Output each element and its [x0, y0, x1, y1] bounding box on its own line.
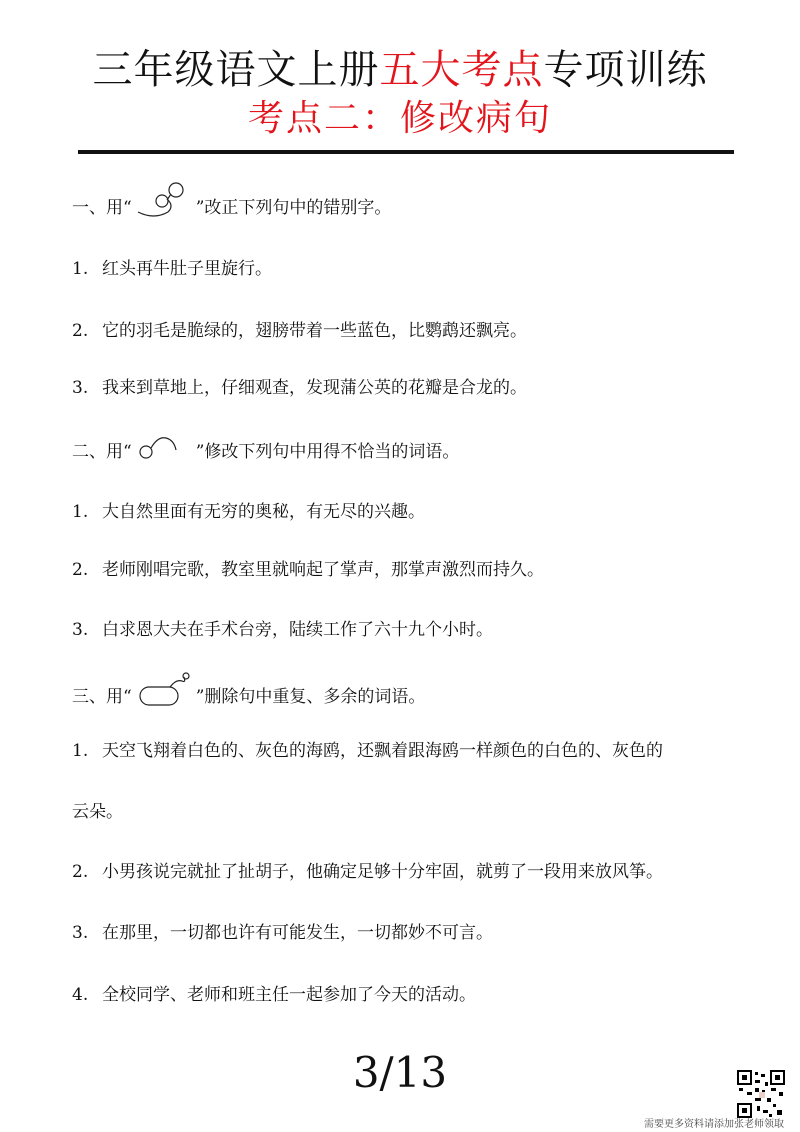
footer-note: 需要更多资料请添加张老师领取: [644, 1119, 784, 1130]
correction-mark-icon: [134, 188, 194, 218]
header-divider: [78, 150, 734, 154]
list-item: 2. 老师刚唱完歌，教室里就响起了掌声，那掌声激烈而持久。: [72, 560, 544, 580]
replace-mark-icon: [134, 432, 194, 462]
page-title: [0, 38, 800, 95]
list-item: 2. 小男孩说完就扯了扯胡子，他确定足够十分牢固，就剪了一段用来放风筝。: [72, 862, 663, 882]
page-subtitle: 考点二：修改病句: [247, 98, 552, 139]
title-highlight: 五大考点: [379, 47, 544, 93]
section-3-heading: 三、用“ ”删除句中重复、多余的词语。: [72, 677, 425, 707]
list-item: 1. 大自然里面有无穷的奥秘，有无尽的兴趣。: [72, 502, 425, 522]
list-item: 3. 我来到草地上，仔细观查，发现蒲公英的花瓣是合龙的。: [72, 378, 527, 398]
page-number: 3/13: [352, 1048, 448, 1097]
list-item: 3. 在那里，一切都也许有可能发生，一切都妙不可言。: [72, 923, 493, 943]
section-1-heading: 一、用“ ”改正下列句中的错别字。: [72, 188, 391, 218]
list-item: 3. 白求恩大夫在手术台旁，陆续工作了六十九个小时。: [72, 620, 493, 640]
list-item: 1. 红头再牛肚子里旋行。: [72, 259, 272, 279]
list-item: 2. 它的羽毛是脆绿的，翅膀带着一些蓝色，比鹦鹉还飘亮。: [72, 321, 527, 341]
list-item: 4. 全校同学、老师和班主任一起参加了今天的活动。: [72, 985, 476, 1005]
qr-code-icon: [737, 1070, 785, 1118]
title-part2: 专项训练: [543, 47, 708, 93]
section-2-heading: 二、用“ ”修改下列句中用得不恰当的词语。: [72, 432, 459, 462]
delete-mark-icon: [134, 677, 194, 707]
list-item-continuation: 云朵。: [72, 802, 123, 822]
title-part1: 三年级语文上册: [92, 47, 380, 93]
list-item: 1. 天空飞翔着白色的、灰色的海鸥，还飘着跟海鸥一样颜色的白色的、灰色的: [72, 741, 663, 761]
